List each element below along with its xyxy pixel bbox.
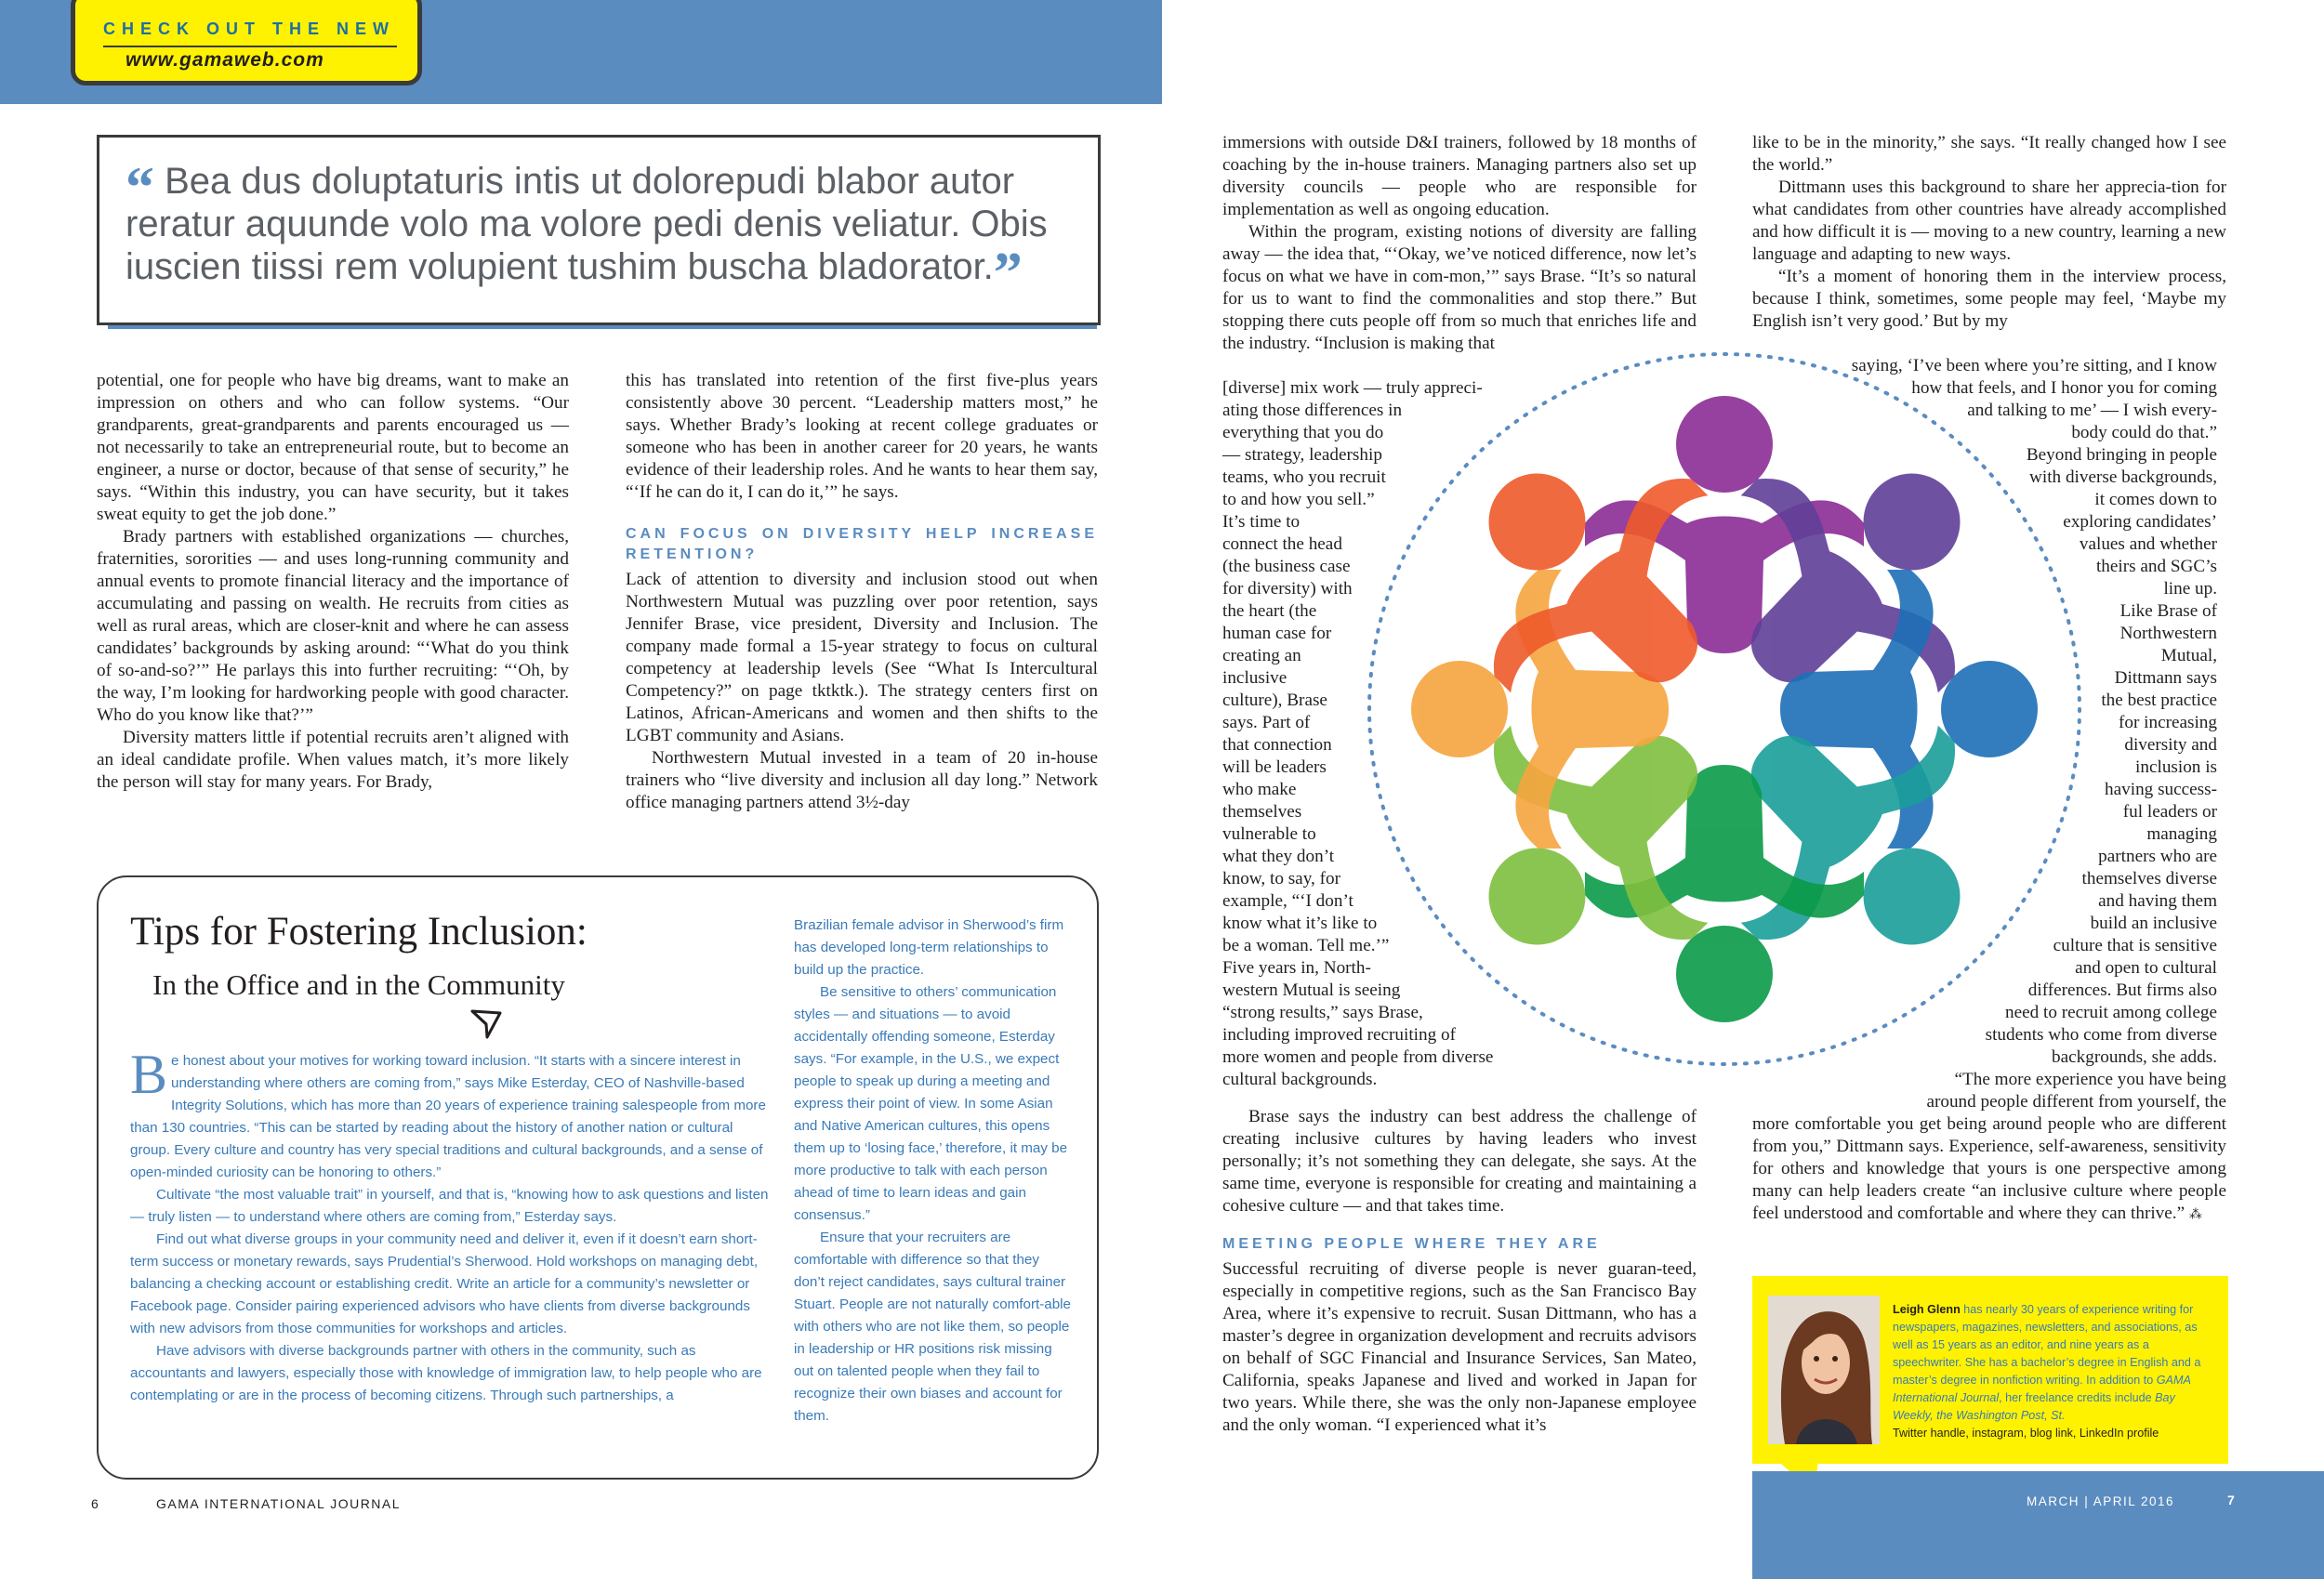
wrapped-line: — strategy, leadership (1222, 445, 1382, 465)
pull-quote-body (125, 156, 1055, 305)
closing-paragraph-text: more comfortable you get being around people who are different from you,” Dittmann says. Experience, self-awareness, sensitivity for others and knowledge that yours is one perspective among many can help leaders create “an inclusive culture where people feel understood and comfortable and where they can thrive.” (1752, 1114, 2226, 1223)
article-column-4 (1752, 132, 2226, 333)
article-column-3-bottom (1222, 1106, 1697, 1437)
paragraph: like to be in the minority,” she says. “It really changed how I see the world.” (1752, 133, 2226, 175)
tips-subtitle: In the Office and in the Community (152, 968, 565, 1001)
paragraph: Successful recruiting of diverse people is never guaran-teed, especially in competitive regions, such as the San Francisco Bay Area, where it’s expensive to recruit. Susan Dittmann, who has a master’s degree in organization development and recruits advisors on behalf of SGC Financial and Insurance Services, San Mateo, California, speaks Japanese and lived and worked in Japan for two years. While there, she was the only non-Japanese employee and the only woman. “I experienced what it’s (1222, 1259, 1697, 1435)
wrapped-line: who make (1222, 780, 1297, 799)
wrapped-line: managing (2146, 824, 2217, 844)
author-social-links[interactable]: Twitter handle, instagram, blog link, LinkedIn profile (1893, 1427, 2159, 1440)
author-bio-journal: GAMA International Journal (1893, 1374, 2191, 1404)
person-head (1941, 661, 2038, 757)
promo-url[interactable]: www.gamaweb.com (125, 49, 324, 71)
tips-paragraph (130, 1044, 772, 1184)
wrapped-line: Like Brase of (2119, 601, 2217, 621)
wrapped-line: human case for (1222, 624, 1332, 643)
wrapped-line: backgrounds, she adds. (2052, 1047, 2217, 1067)
tips-paragraph: Find out what diverse groups in your community need and deliver it, even if it doesn’t earn short-term success or monetary rewards, says Prudential’s Sherwood. Hold workshops on managing debt, balancing a checking account or establishing credit. Write an article for a community’s newsletter or Facebook page. Consider pairing experienced advisors who have clients from diverse backgrounds with new advisors from those communities for workshops and articles. (130, 1231, 759, 1336)
tips-column-1 (130, 1044, 772, 1407)
wrapped-line: ating those differences in (1222, 401, 1403, 420)
wrapped-line: western Mutual is seeing (1222, 980, 1401, 1000)
wrapped-line: the best practice (2101, 691, 2217, 710)
paragraph: Diversity matters little if potential recruits aren’t aligned with an ideal candidate profile. When values match, it’s more likely the person will stay for many years. For Brady, (97, 728, 569, 792)
wrapped-line: Mutual, (2160, 646, 2217, 665)
wrapped-line: culture), Brase (1222, 691, 1327, 710)
wrapped-line: teams, who you recruit (1222, 467, 1386, 487)
author-photo (1768, 1296, 1880, 1444)
wrapped-line: it comes down to (2094, 490, 2217, 509)
wrapped-line: for diversity) with (1222, 579, 1353, 599)
tips-paragraph: Have advisors with diverse backgrounds partner with others in the community, such as accountants and lawyers, especially those with knowledge of immigration law, to help people who are contemplating or are in the process of becoming citizens. Through such partnerships, a (130, 1343, 762, 1403)
tips-paragraph: Brazilian female advisor in Sherwood’s firm has developed long-term relationships to build up the practice. (794, 917, 1064, 978)
author-bio-text (1893, 1301, 2211, 1442)
tips-column-2 (794, 915, 1073, 1428)
page-number-left: 6 (91, 1496, 99, 1511)
paragraph: Within the program, existing notions of diversity are falling away — the idea that, “‘Okay, we’ve noticed difference, now let’s focus on what we have in com-mon,’” says Brase. “It’s so natural for us to want to find the commonalities and stop there.” But stopping there cuts people off from so much that enriches life and the industry. “Inclusion is making that (1222, 222, 1697, 353)
wrapped-line: Northwestern (2119, 624, 2217, 643)
tips-title: Tips for Fostering Inclusion: (130, 910, 588, 954)
wrapped-line: theirs and SGC’s (2095, 557, 2217, 576)
people-figures (1405, 389, 2045, 1030)
open-quote-icon: “ (125, 156, 154, 219)
wrapped-line: having success- (2105, 780, 2217, 799)
wrapped-line: inclusion is (2135, 757, 2217, 777)
wrapped-line: “strong results,” says Brase, (1222, 1003, 1423, 1022)
wrapped-line: line up. (2163, 579, 2217, 599)
wrapped-line: the heart (the (1222, 601, 1317, 621)
wrapped-line: everything that you do (1222, 423, 1384, 442)
person-head (1676, 396, 1773, 493)
tips-paragraph: Ensure that your recruiters are comfortable with difference so that they don’t reject candidates, says cultural trainer Stuart. People are not naturally comfort-able with others who are not like them, so people in leadership or HR positions risk missing out on talented people when they fail to recognize their own biases and account for them. (794, 1230, 1072, 1424)
wrapped-line: “The more experience you have being (1954, 1070, 2226, 1089)
wrapped-line: says. Part of (1222, 713, 1311, 732)
wrapped-line: build an inclusive (2090, 914, 2217, 933)
author-bio-part-1: has nearly 30 years of experience writing for newspapers, magazines, newsletters, and associations, as well as 15 years as an editor, and nine years as a speechwriter. She has a bachelor’s degree in English and a master’s degree in nonfiction writing. In addition to (1893, 1303, 2201, 1387)
wrapped-line: what they don’t (1222, 847, 1335, 866)
wrapped-line: Beyond bringing in people (2026, 445, 2217, 465)
wrapped-line: and having them (2098, 891, 2217, 911)
end-mark-icon: ⁂ (2188, 1207, 2202, 1222)
pull-quote-text: Bea dus doluptaturis intis ut dolorepudi blabor autor reratur aquunde volo ma volore pedi denis veliatur. Obis iuscien tiissi rem volupient tushim buscha bladorator. (125, 161, 1048, 287)
wrapped-line: vulnerable to (1222, 824, 1316, 844)
wrapped-line: will be leaders (1222, 757, 1327, 777)
wrapped-line: know what it’s like to (1222, 914, 1378, 933)
wrapped-line: more women and people from diverse (1222, 1047, 1494, 1067)
close-quote-icon: ” (993, 242, 1023, 305)
paragraph (1752, 1113, 2226, 1226)
article-column-4-bottom (1752, 1069, 2226, 1226)
tips-paragraph-text: e honest about your motives for working toward inclusion. “It starts with a sincere interest in understanding where others are coming from,” says Mike Esterday, CEO of Nashville-based Integrity Solutions, which has more than 20 years of experience training salespeople from more than 130 countries. “This can be started by reading about the history of another nation or cultural group. Every culture and country has very special traditions and cultural backgrounds, and a sense of open-minded curiosity can be honoring to others.” (130, 1053, 766, 1180)
author-name: Leigh Glenn (1893, 1303, 1961, 1316)
publication-name: GAMA INTERNATIONAL JOURNAL (156, 1496, 402, 1511)
wrapped-line: ful leaders or (2122, 802, 2217, 822)
wrapped-line: partners who are (2098, 847, 2217, 866)
wrapped-line: exploring candidates’ (2063, 512, 2217, 532)
wrapped-line: know, to say, for (1222, 869, 1341, 888)
wrapped-line: culture that is sensitive (2053, 936, 2217, 955)
paragraph: Brase says the industry can best address the challenge of creating inclusive cultures by having leaders who invest personally; it’s not something they can delegate, she says. At the same time, everyone is responsible for creating and maintaining a cohesive culture — and that takes time. (1222, 1107, 1697, 1216)
section-heading-meeting: MEETING PEOPLE WHERE THEY ARE (1222, 1236, 1601, 1252)
wrapped-line: for increasing (2118, 713, 2217, 732)
drop-cap: B (130, 1044, 168, 1105)
wrapped-line: differences. But firms also (2027, 980, 2217, 1000)
article-column-3 (1222, 132, 1697, 355)
footer-band (1752, 1471, 2324, 1579)
wrapped-line: be a woman. Tell me.’” (1222, 936, 1390, 955)
wrapped-line: to and how you sell.” (1222, 490, 1375, 509)
wrapped-line: body could do that.” (2071, 423, 2217, 442)
paragraph: Lack of attention to diversity and inclusion stood out when Northwestern Mutual was puzzling over poor retention, says Jennifer Brase, vice president, Diversity and Inclusion. The company made formal a 15-year strategy to focus on cultural competency at leadership levels (See “What Is Intercultural Competency?” on page tktktk.). The strategy centers first on Latinos, African-Americans and women and then shifts to the LGBT community and Asians. (626, 570, 1098, 745)
wrapped-line: values and whether (2079, 534, 2217, 554)
wrapped-line: example, “‘I don’t (1222, 891, 1353, 911)
wrapped-line: creating an (1222, 646, 1301, 665)
wrapped-line: (the business case (1222, 557, 1351, 576)
author-bio-publications: Bay Weekly, the Washington Post, St. (1893, 1391, 2175, 1422)
promo-divider (103, 46, 397, 47)
person-head (1676, 926, 1773, 1022)
wrapped-line: connect the head (1222, 534, 1342, 554)
wrapped-line: themselves diverse (2081, 869, 2217, 888)
wrapped-line: around people different from yourself, the (1926, 1092, 2226, 1112)
wrapped-line: how that feels, and I honor you for coming (1911, 378, 2217, 398)
wrapped-line: themselves (1222, 802, 1302, 822)
person-head (1469, 828, 1605, 965)
wrapped-line: [diverse] mix work — truly appreci- (1222, 378, 1483, 398)
paragraph: Brady partners with established organizations — churches, fraternities, sororities — and uses long-running community and annual events to promote financial literacy and the importance of accumulating and passing on wealth. He recruits from cities as well as rural areas, which are closer-knit and where he can assess candidates’ backgrounds by asking around: “‘What do you think of so-and-so?’” He parlays this into further recruiting: “‘Oh, by the way, I’m looking for hardworking people with good character. Who do you know like that?’” (97, 527, 569, 725)
wrapped-line: saying, ‘I’ve been where you’re sitting, and I know (1851, 356, 2217, 375)
tips-paragraph: Be sensitive to others’ communication styles — and situations — to avoid accidentally offending someone, Esterday says. “For example, in the U.S., we expect people to speak up during a meeting and express their point of view. In some Asian and Native American cultures, this opens them up to ‘losing face,’ therefore, it may be more productive to talk with each person ahead of time to learn ideas and gain consensus.” (794, 984, 1068, 1223)
paragraph: potential, one for people who have big dreams, want to make an impression on others and who can follow systems. “Our grandparents, great-grandparents and parents encouraged us — not necessarily to take an entrepreneurial route, but to become an engineer, a nurse or doctor, because of that sense of security,” he says. “Within this industry, you can have security, but it takes sweat equity to get the job done.” (97, 371, 569, 524)
wrapped-line: students who come from diverse (1985, 1025, 2217, 1045)
wrapped-line: need to recruit among college (2004, 1003, 2217, 1022)
wrapped-line: and talking to me’ — I wish every- (1967, 401, 2217, 420)
wrapped-line: with diverse backgrounds, (2029, 467, 2217, 487)
website-promo[interactable] (71, 0, 422, 86)
author-bio-part-2: , her freelance credits include (1999, 1391, 2156, 1404)
article-column-2 (626, 370, 1098, 814)
article-column-1 (97, 370, 569, 794)
section-heading-retention: CAN FOCUS ON DIVERSITY HELP INCREASE RETENTION? (626, 526, 1098, 562)
paragraph: Northwestern Mutual invested in a team of 20 in-house trainers who “live diversity and inclusion all day long.” Network office managing partners attend 3½-day (626, 748, 1098, 812)
wrapped-line: diversity and (2124, 735, 2217, 755)
tips-sidebar (97, 875, 1099, 1480)
wrapped-line: cultural backgrounds. (1222, 1070, 1378, 1089)
paragraph: Dittmann uses this background to share her apprecia-tion for what candidates from other countries have already accomplished and how difficult it is — moving to a new country, learning a new language and adapting to new ways. (1752, 178, 2226, 264)
promo-heading: CHECK OUT THE NEW (103, 20, 395, 38)
person-head (1843, 454, 1980, 590)
paragraph: “It’s a moment of honoring them in the interview process, because I think, sometimes, some people may feel, ‘Maybe my English isn’t very good.’ But by my (1752, 267, 2226, 331)
person-head (1411, 661, 1508, 757)
paragraph: this has translated into retention of the first five-plus years consistently above 30 percent. “Leadership matters most,” he says. Whether Brady’s looking at recent college graduates or someone who has been in another career for 20 years, he wants evidence of their leadership roles. And he wants to hear them say, “‘If he can do it, I can do it,’” he says. (626, 371, 1098, 502)
paragraph: immersions with outside D&I trainers, followed by 18 months of coaching by the in-house trainers. Managing partners also set up diversity councils — people who are responsible for implementation as well as ongoing education. (1222, 133, 1697, 219)
wrapped-line: and open to cultural (2075, 958, 2217, 978)
issue-date: MARCH | APRIL 2016 (2027, 1494, 2175, 1508)
wrapped-line: It’s time to (1222, 512, 1301, 532)
page-number-right: 7 (2227, 1493, 2235, 1507)
wrapped-line: inclusive (1222, 668, 1287, 688)
tips-paragraph: Cultivate “the most valuable trait” in yourself, and that is, “knowing how to ask questions and listen — truly listen — to understand where others are coming from,” Esterday says. (130, 1187, 769, 1225)
wrapped-line: including improved recruiting of (1222, 1025, 1456, 1045)
wrapped-line: Dittmann says (2114, 668, 2217, 688)
person-head (1469, 454, 1605, 590)
person-head (1843, 828, 1980, 965)
arrow-down-icon (470, 1007, 504, 1039)
diversity-circle-illustration (1357, 342, 2092, 1076)
wrapped-line: Five years in, North- (1222, 958, 1371, 978)
wrapped-line: that connection (1222, 735, 1332, 755)
pull-quote (97, 135, 1101, 325)
